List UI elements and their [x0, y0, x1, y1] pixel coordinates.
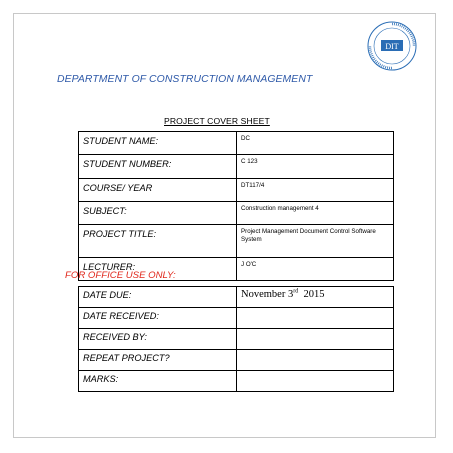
project-info-table — [78, 131, 394, 281]
date-received-value — [237, 308, 394, 329]
subject-value: Construction management 4 — [237, 202, 394, 225]
table-row — [79, 329, 394, 350]
project-title-label: PROJECT TITLE: — [79, 225, 237, 258]
student-number-label: STUDENT NUMBER: — [79, 155, 237, 179]
table-row — [79, 155, 394, 179]
table-row — [79, 132, 394, 155]
date-due-value — [237, 287, 394, 308]
table-row — [79, 350, 394, 371]
student-name-value: DC — [237, 132, 394, 155]
received-by-value — [237, 329, 394, 350]
lecturer-label: LECTURER: — [79, 258, 237, 281]
table-row — [79, 225, 394, 258]
logo-text: DIT — [385, 42, 399, 51]
project-title-value: Project Management Document Control Software System — [237, 225, 394, 258]
table-row — [79, 287, 394, 308]
date-due-label: DATE DUE: — [79, 287, 237, 308]
office-use-heading: FOR OFFICE USE ONLY: — [65, 270, 176, 281]
subject-label: SUBJECT: — [79, 202, 237, 225]
repeat-project-label: REPEAT PROJECT? — [79, 350, 237, 371]
student-name-label: STUDENT NAME: — [79, 132, 237, 155]
date-due-month-day: November 3 — [241, 289, 294, 300]
sheet-title: PROJECT COVER SHEET — [164, 116, 270, 126]
office-use-table — [78, 286, 394, 392]
table-row — [79, 179, 394, 202]
marks-label: MARKS: — [79, 371, 237, 392]
course-year-label: COURSE/ YEAR — [79, 179, 237, 202]
lecturer-value: J O'C — [237, 258, 394, 281]
dit-logo — [366, 20, 418, 72]
department-heading: DEPARTMENT OF CONSTRUCTION MANAGEMENT — [57, 74, 313, 85]
marks-value — [237, 371, 394, 392]
received-by-label: RECEIVED BY: — [79, 329, 237, 350]
repeat-project-value — [237, 350, 394, 371]
date-due-suffix: rd — [293, 288, 299, 295]
table-row — [79, 308, 394, 329]
table-row — [79, 202, 394, 225]
course-year-value: DT117/4 — [237, 179, 394, 202]
table-row — [79, 371, 394, 392]
date-due-year: 2015 — [303, 289, 325, 300]
date-received-label: DATE RECEIVED: — [79, 308, 237, 329]
student-number-value: C 123 — [237, 155, 394, 179]
